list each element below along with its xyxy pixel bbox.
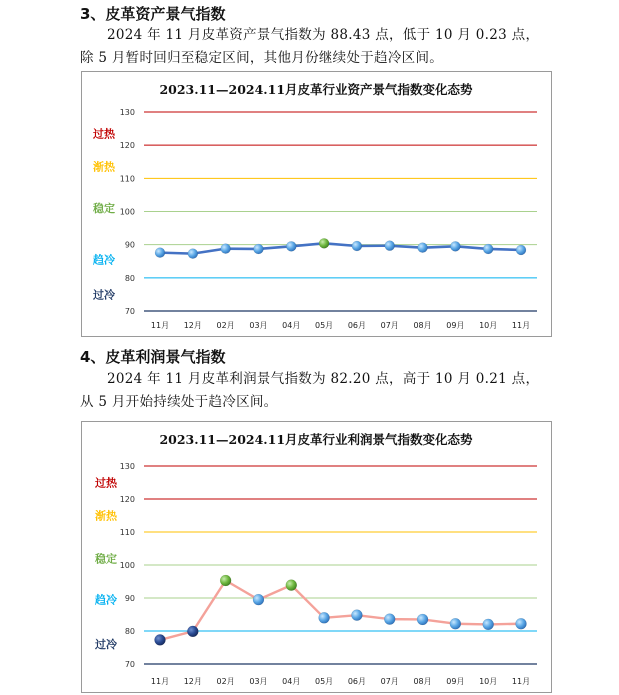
- y-tick-label: 110: [119, 528, 135, 537]
- y-tick-label: 100: [119, 207, 135, 217]
- data-point: [384, 614, 395, 625]
- data-point: [352, 241, 362, 251]
- x-tick-label: 09月: [446, 321, 465, 330]
- zone-label: 稳定: [95, 552, 117, 566]
- x-tick-label: 11月: [150, 321, 170, 330]
- data-point: [516, 618, 527, 629]
- y-tick-label: 80: [124, 627, 135, 636]
- x-tick-label: 06月: [347, 321, 367, 330]
- x-tick-label: 05月: [314, 677, 334, 686]
- data-point: [286, 580, 297, 591]
- x-tick-label: 03月: [249, 677, 268, 686]
- profit-index-chart: [81, 421, 552, 693]
- x-tick-label: 12月: [183, 321, 202, 330]
- data-point: [155, 634, 166, 645]
- y-tick-label: 120: [119, 495, 135, 504]
- zone-label: 过热: [95, 476, 117, 490]
- zone-label: 渐热: [93, 160, 115, 174]
- y-tick-label: 130: [119, 108, 135, 117]
- x-tick-label: 04月: [282, 677, 301, 686]
- x-tick-label: 08月: [413, 321, 432, 330]
- section-3-paragraph: [80, 24, 550, 70]
- x-tick-label: 07月: [380, 677, 399, 686]
- section-3-text: 2024 年 11 月皮革资产景气指数为 88.43 点，低于 10 月 0.23 点，除 5 月暂时回归至稳定区间，其他月份继续处于趋冷区间。: [80, 27, 540, 66]
- data-point: [253, 244, 263, 254]
- y-tick-label: 90: [124, 594, 135, 603]
- x-tick-label: 02月: [216, 321, 235, 330]
- x-tick-label: 11月: [511, 321, 531, 330]
- data-point: [417, 614, 428, 625]
- data-point: [385, 241, 395, 251]
- data-point: [188, 249, 198, 259]
- y-tick-label: 70: [124, 660, 135, 669]
- zone-label: 趋冷: [93, 253, 115, 267]
- x-tick-label: 07月: [380, 321, 399, 330]
- profit-index-chart-svg: [82, 422, 551, 692]
- x-tick-label: 08月: [413, 677, 432, 686]
- data-point: [319, 612, 330, 623]
- y-tick-label: 110: [119, 174, 135, 184]
- data-point: [483, 244, 493, 254]
- data-point: [221, 244, 231, 254]
- chart-title: 2023.11—2024.11月皮革行业资产景气指数变化态势: [159, 82, 473, 97]
- data-point: [286, 241, 296, 251]
- data-point: [253, 594, 264, 605]
- y-tick-label: 80: [124, 273, 135, 283]
- chart-title: 2023.11—2024.11月皮革行业利润景气指数变化态势: [159, 432, 473, 447]
- y-tick-label: 100: [119, 561, 135, 570]
- x-tick-label: 11月: [511, 677, 531, 686]
- data-point: [351, 610, 362, 621]
- y-tick-label: 130: [119, 462, 135, 471]
- x-tick-label: 10月: [479, 677, 498, 686]
- asset-index-chart: [81, 71, 552, 337]
- x-tick-label: 11月: [150, 677, 170, 686]
- data-point: [319, 238, 329, 248]
- zone-label: 过冷: [93, 288, 115, 302]
- x-tick-label: 04月: [282, 321, 301, 330]
- x-tick-label: 05月: [314, 321, 334, 330]
- data-point: [516, 245, 526, 255]
- asset-index-chart-svg: [82, 72, 551, 336]
- zone-label: 过冷: [95, 638, 117, 652]
- x-tick-label: 12月: [183, 677, 202, 686]
- y-tick-label: 90: [124, 240, 135, 250]
- zone-label: 渐热: [95, 509, 117, 523]
- section-4-paragraph: [80, 368, 550, 414]
- zone-label: 趋冷: [95, 593, 117, 607]
- y-tick-label: 120: [119, 141, 135, 151]
- y-tick-label: 70: [124, 307, 135, 316]
- x-tick-label: 03月: [249, 321, 268, 330]
- data-point: [220, 575, 231, 586]
- zone-label: 稳定: [93, 202, 115, 216]
- x-tick-label: 10月: [479, 321, 498, 330]
- x-tick-label: 06月: [347, 677, 367, 686]
- data-point: [450, 241, 460, 251]
- section-4-text: 2024 年 11 月皮革利润景气指数为 82.20 点，高于 10 月 0.21 点，从 5 月开始持续处于趋冷区间。: [80, 371, 540, 410]
- x-tick-label: 09月: [446, 677, 465, 686]
- data-point: [155, 248, 165, 258]
- section-4-heading: 4、皮革利润景气指数: [80, 348, 226, 366]
- zone-label: 过热: [93, 127, 115, 141]
- x-tick-label: 02月: [216, 677, 235, 686]
- data-point: [418, 243, 428, 253]
- data-point: [450, 618, 461, 629]
- section-3-heading: 3、皮革资产景气指数: [80, 5, 226, 23]
- data-point: [187, 626, 198, 637]
- data-point: [483, 619, 494, 630]
